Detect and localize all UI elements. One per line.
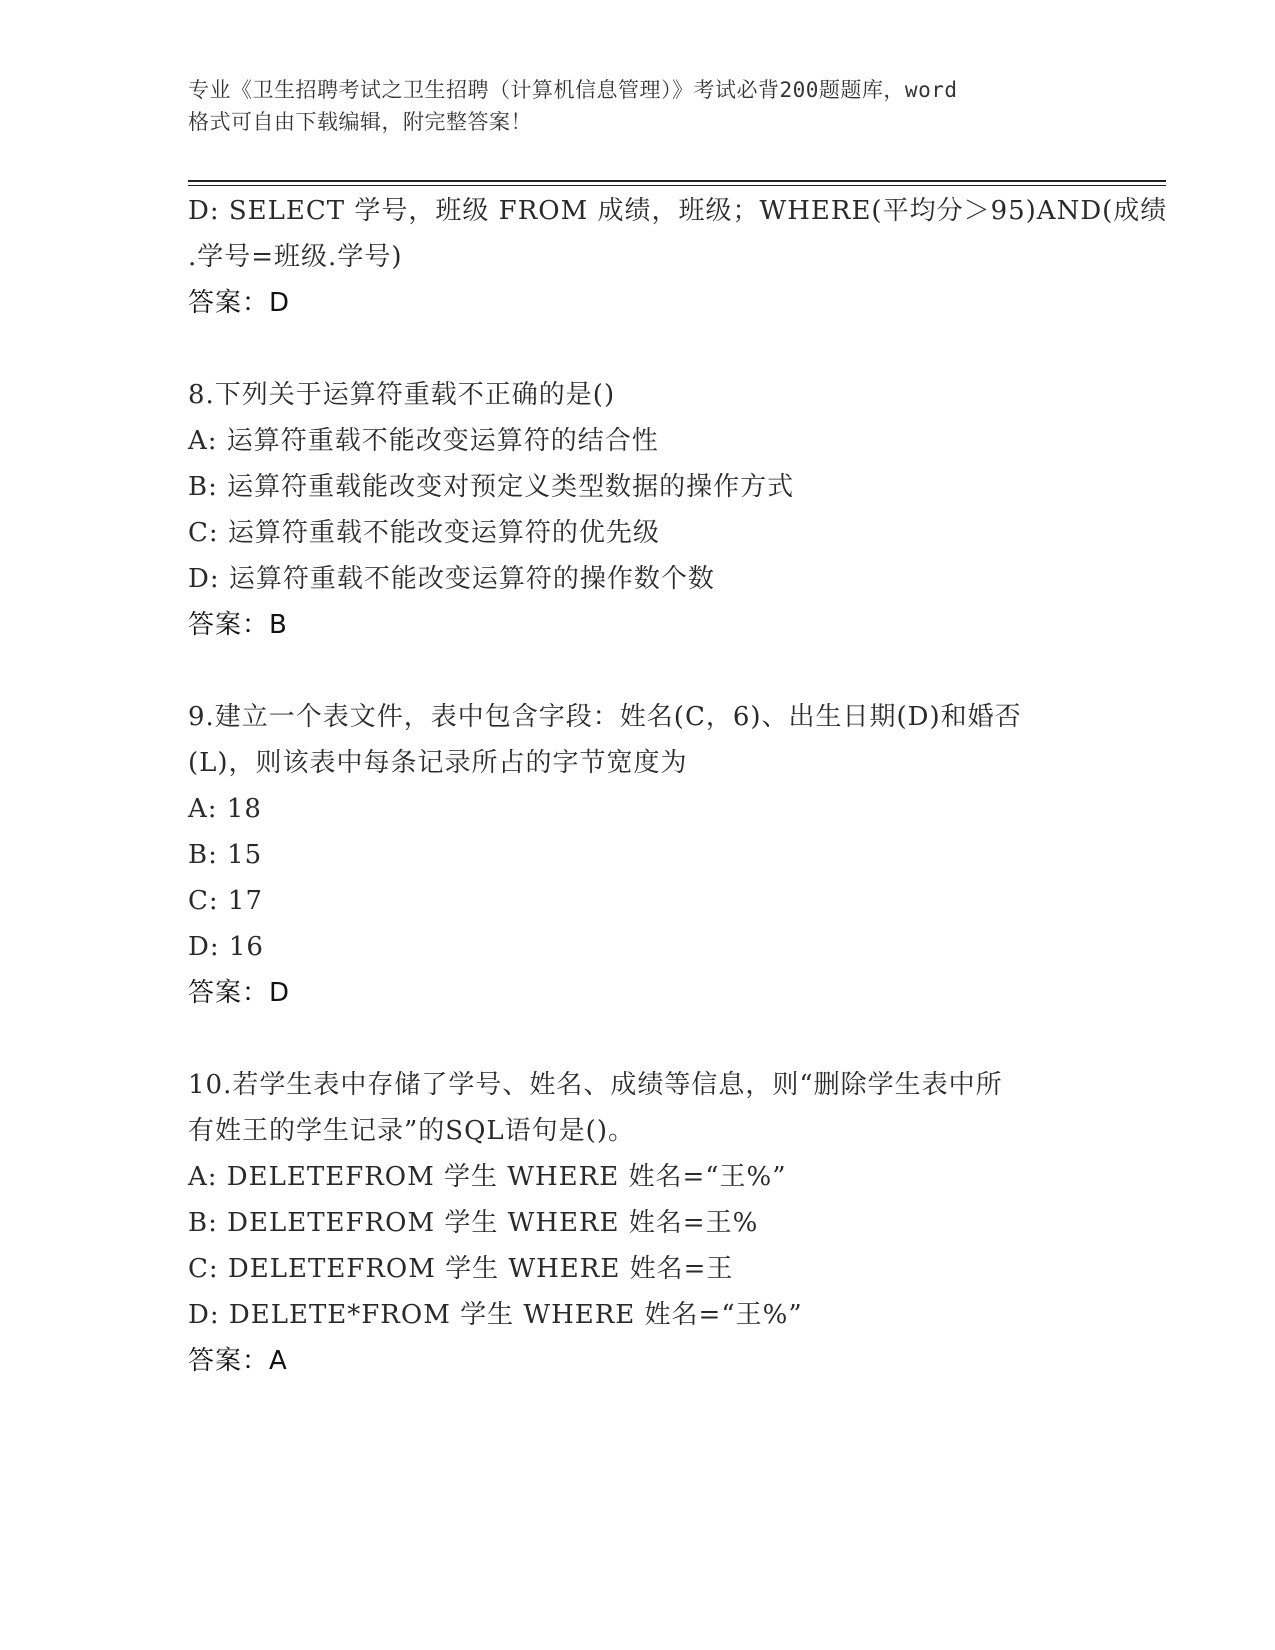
question-10 (188, 1062, 1088, 1384)
answer: 答案：D (188, 288, 291, 318)
question-stem-continued: 有姓王的学生记录”的SQL语句是()。 (188, 1116, 635, 1146)
option-a: A: 18 (188, 794, 262, 824)
header-line-1: 专业《卫生招聘考试之卫生招聘（计算机信息管理）》考试必背200题题库，word (188, 78, 958, 102)
option-c: C: 17 (188, 886, 264, 916)
header-divider-thick (188, 180, 1166, 182)
option-b: B: 运算符重载能改变对预定义类型数据的操作方式 (188, 472, 795, 502)
header-divider-thin (188, 185, 1166, 186)
header-line-2: 格式可自由下载编辑，附完整答案！ (188, 110, 532, 134)
option-c: C: 运算符重载不能改变运算符的优先级 (188, 518, 660, 548)
answer: 答案：A (188, 1346, 288, 1376)
question-stem: 9.建立一个表文件，表中包含字段：姓名(C，6)、出生日期(D)和婚否 (188, 702, 1022, 732)
question-stem: 10.若学生表中存储了学号、姓名、成绩等信息，则“删除学生表中所 (188, 1070, 1003, 1100)
spacer (188, 326, 1088, 372)
option-b: B: DELETEFROM 学生 WHERE 姓名=王% (188, 1208, 759, 1238)
option-d: D: 运算符重载不能改变运算符的操作数个数 (188, 564, 715, 594)
document-header (188, 74, 1088, 138)
answer: 答案：D (188, 978, 291, 1008)
spacer (188, 1016, 1088, 1062)
question-8 (188, 372, 1088, 648)
option-d: D: DELETE*FROM 学生 WHERE 姓名=“王%” (188, 1300, 803, 1330)
option-b: B: 15 (188, 840, 263, 870)
option-d: D: SELECT 学号，班级 FROM 成绩，班级；WHERE(平均分＞95)AND(成绩 (188, 196, 1168, 226)
option-d: D: 16 (188, 932, 264, 962)
question-9 (188, 694, 1088, 1016)
question-stem: 8.下列关于运算符重载不正确的是() (188, 380, 616, 410)
spacer (188, 648, 1088, 694)
option-a: A: 运算符重载不能改变运算符的结合性 (188, 426, 659, 456)
previous-question-tail (188, 188, 1168, 326)
question-stem-continued: (L)，则该表中每条记录所占的字节宽度为 (188, 748, 688, 778)
answer: 答案：B (188, 610, 288, 640)
option-d-continued: .学号=班级.学号) (188, 242, 403, 272)
option-a: A: DELETEFROM 学生 WHERE 姓名=“王%” (188, 1162, 787, 1192)
document-body (188, 188, 1168, 1384)
option-c: C: DELETEFROM 学生 WHERE 姓名=王 (188, 1254, 734, 1284)
